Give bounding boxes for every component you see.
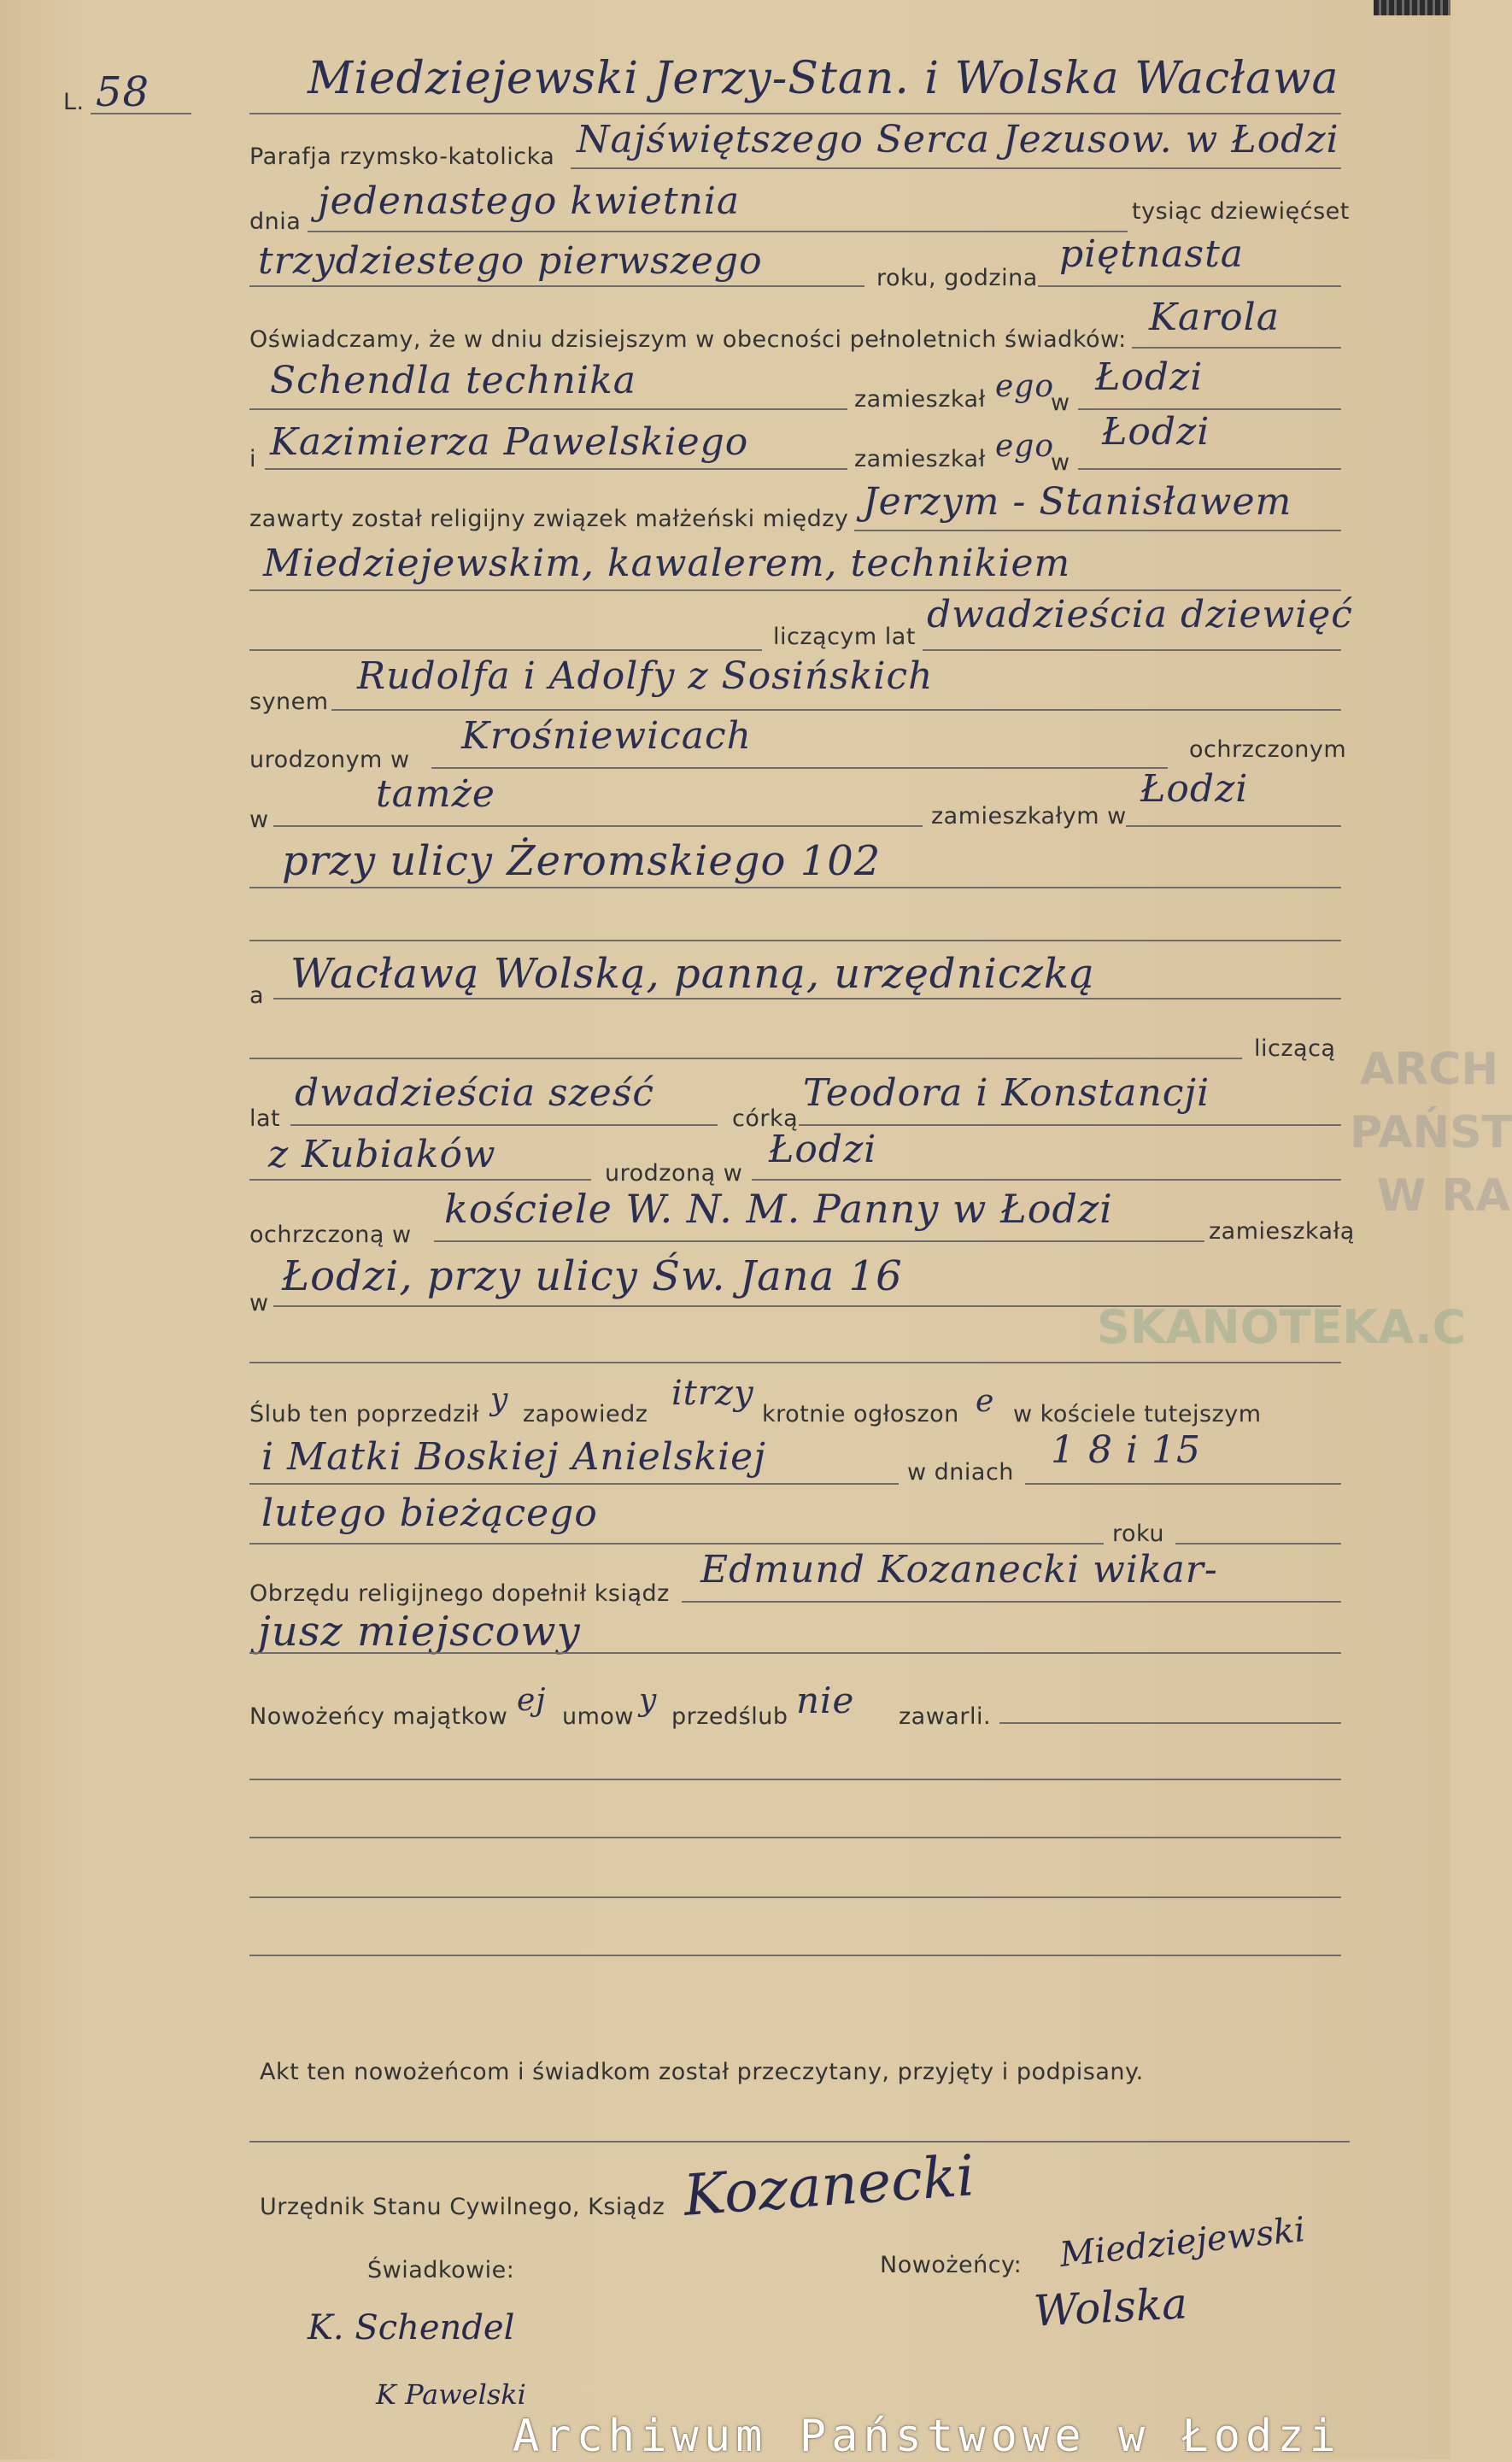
watermark-line1: ARCH [1360, 1044, 1498, 1095]
rule [752, 1179, 1341, 1181]
rule [1132, 347, 1341, 349]
swiadek1-desc: Schendla technika [270, 359, 636, 402]
rule [799, 1124, 1341, 1126]
signature-mlody: Miedziejewski [1058, 2210, 1308, 2275]
rule [431, 767, 1168, 769]
zapowiedzi-ile: itrzy [671, 1374, 754, 1413]
swiadkowie-label: Świadkowie: [367, 2257, 515, 2283]
zawarli-label: zawarli. [899, 1703, 992, 1730]
zamieszkal-suffix: ego [995, 369, 1055, 404]
rule [273, 998, 1341, 999]
urodzona-label: urodzoną w [605, 1160, 743, 1187]
zamieszkal-suffix-2: ego [995, 429, 1055, 464]
zamieszkala-label: zamieszkałą [1209, 1218, 1355, 1245]
a-label: a [249, 982, 265, 1009]
wiek-mlodej: dwadzieścia sześć [295, 1071, 655, 1115]
rule [249, 1543, 1104, 1545]
tysiac-label: tysiąc dziewięćset [1132, 198, 1350, 225]
swiadek1-miejsce: Łodzi [1095, 355, 1204, 399]
ochrzczonym-label: ochrzczonym [1189, 736, 1347, 763]
rule [249, 1362, 1341, 1363]
rule [273, 825, 923, 827]
oswiadczamy-label: Oświadczamy, że w dniu dzisiejszym w obecności pełnoletnich świadków: [249, 326, 1127, 353]
slub-label: Ślub ten poprzedził [249, 1401, 480, 1427]
rule [249, 887, 1341, 888]
parafia-label: Parafja rzymsko-katolicka [249, 144, 555, 170]
liczacym-label: liczącym lat [773, 624, 916, 650]
miejsce-ur-mlodego: Krośniewicach [461, 714, 753, 758]
rule [249, 1896, 1341, 1898]
rule [249, 589, 1341, 591]
dni-zapowiedzi: 1 8 i 15 [1051, 1428, 1202, 1472]
liczaca-label: liczącą [1254, 1035, 1336, 1062]
ksiadz-funkcja: jusz miejscowy [258, 1608, 581, 1656]
rule [1038, 285, 1341, 287]
rule [999, 1722, 1341, 1724]
umowa-value: nie [796, 1679, 855, 1721]
rodzice-mlodej-nazwisko: z Kubiaków [268, 1133, 496, 1176]
krotnie-label: krotnie ogłoszon [762, 1401, 959, 1427]
kosciol-zapowiedzi: i Matki Boskiej Anielskiej [261, 1435, 766, 1479]
wiek-mlodego: dwadzieścia dziewięć [927, 593, 1353, 636]
rule [249, 1179, 591, 1181]
urzednik-label: Urzędnik Stanu Cywilnego, Ksiądz [260, 2194, 665, 2220]
synem-label: synem [249, 689, 329, 715]
parafia-value: Najświętszego Serca Jezusow. w Łodzi [577, 118, 1339, 161]
adres-mlodej: Łodzi, przy ulicy Św. Jana 16 [282, 1252, 903, 1300]
rule [249, 1652, 1341, 1654]
rule [249, 285, 864, 287]
rule [682, 1601, 1341, 1603]
umow-suffix: y [639, 1683, 658, 1718]
w-kosciele-label: w kościele tutejszym [1013, 1401, 1262, 1427]
rule [249, 1483, 899, 1485]
akt-statement: Akt ten nowożeńcom i świadkom został przeczytany, przyjęty i podpisany. [260, 2059, 1144, 2085]
pan-mlody-nazwisko: Miedziejewskim, kawalerem, technikiem [263, 542, 1071, 585]
watermark-line3: W RA [1377, 1170, 1510, 1222]
slub-suffix: y [490, 1382, 509, 1417]
rule [434, 1240, 1204, 1242]
rule [265, 468, 847, 470]
archive-footer: Archiwum Państwowe w Łodzi [513, 2411, 1341, 2462]
rule [249, 1779, 1341, 1780]
pan-mlody-imiona: Jerzym - Stanisławem [863, 480, 1292, 524]
rule [249, 1955, 1341, 1956]
act-prefix: L. [63, 89, 85, 115]
godzina-value: piętnasta [1059, 232, 1245, 276]
w-label-4: w [249, 1290, 269, 1316]
i-label: i [249, 446, 257, 472]
rule [1078, 468, 1341, 470]
rule [1025, 1483, 1341, 1485]
rule [571, 167, 1341, 169]
rok-value: trzydziestego pierwszego [258, 239, 763, 283]
rule [249, 940, 1341, 941]
majatek-label: Nowożeńcy majątkow [249, 1703, 508, 1730]
w-label-2: w [1051, 449, 1070, 476]
swiadek2-miejsce: Łodzi [1102, 410, 1210, 454]
rule [331, 709, 1341, 711]
rule [91, 113, 191, 114]
rule [1175, 1543, 1341, 1545]
rule [249, 1837, 1341, 1838]
rule [1126, 825, 1341, 827]
act-number: 58 [96, 68, 150, 116]
miesiac-zapowiedzi: lutego bieżącego [261, 1492, 598, 1535]
panna-mloda: Wacławą Wolską, panną, urzędniczką [290, 950, 1095, 998]
lat-label: lat [249, 1105, 281, 1132]
zawarty-label: zawarty został religijny związek małżeński między [249, 506, 849, 532]
miejsce-ur-mlodej: Łodzi [769, 1128, 877, 1171]
urodzonym-label: urodzonym w [249, 747, 410, 773]
roku-label: roku [1112, 1521, 1164, 1547]
zamieszkal-label: zamieszkał [854, 386, 986, 413]
rule [854, 530, 1341, 531]
majatek-suffix: ej [517, 1683, 547, 1718]
rule [308, 231, 1128, 232]
miejsce-chrztu-mlodej: kościele W. N. M. Panny w Łodzi [444, 1186, 1113, 1232]
scan-edge-bar [1374, 0, 1450, 15]
rodzice-mlodej: Teodora i Konstancji [803, 1071, 1210, 1115]
rule [290, 1124, 718, 1126]
swiadek2-name: Kazimierza Pawelskiego [270, 420, 749, 464]
zamieszkalym-label: zamieszkałym w [931, 803, 1127, 829]
w-label: w [1051, 390, 1070, 416]
signature-ksiadz: Kozanecki [681, 2143, 977, 2229]
rule [249, 1058, 1242, 1059]
nowozency-label: Nowożeńcy: [880, 2252, 1023, 2278]
ochrzczona-label: ochrzczoną w [249, 1222, 412, 1248]
signature-swiadek2: K Pawelski [376, 2378, 526, 2411]
roku-godzina-label: roku, godzina [876, 265, 1038, 291]
zamieszkal-label-2: zamieszkał [854, 446, 986, 472]
w-label-3: w [249, 806, 269, 833]
act-title: Miedziejewski Jerzy-Stan. i Wolska Wacława [308, 53, 1339, 104]
signature-swiadek1: K. Schendel [308, 2308, 515, 2348]
watermark-line2: PAŃST [1350, 1107, 1512, 1158]
dnia-value: jedenastego kwietnia [318, 179, 741, 223]
zapowiedz-label: zapowiedz [523, 1401, 648, 1427]
miejsce-zam-mlodego: Łodzi [1140, 767, 1249, 811]
ksiadz-name: Edmund Kozanecki wikar- [700, 1548, 1218, 1592]
corka-label: córką [732, 1105, 799, 1132]
rule [249, 408, 847, 410]
rule [923, 649, 1341, 651]
miejsce-chrztu-mlodego: tamże [376, 772, 495, 816]
w-dniach-label: w dniach [907, 1459, 1014, 1486]
adres-mlodego: przy ulicy Żeromskiego 102 [282, 837, 882, 885]
umow-label: umow [562, 1703, 635, 1730]
rule [249, 649, 762, 651]
watermark-line4: SKANOTEKA.C [1097, 1300, 1467, 1354]
rule [249, 113, 1341, 114]
rodzice-mlodego: Rudolfa i Adolfy z Sosińskich [357, 654, 934, 698]
obrzed-label: Obrzędu religijnego dopełnił ksiądz [249, 1580, 670, 1607]
signature-mloda: Wolska [1032, 2278, 1189, 2336]
dnia-label: dnia [249, 208, 302, 235]
rule [249, 2141, 1350, 2143]
krotnie-suffix: e [976, 1384, 995, 1419]
swiadek1-name: Karola [1149, 296, 1280, 339]
przedslub-label: przedślub [671, 1703, 788, 1730]
